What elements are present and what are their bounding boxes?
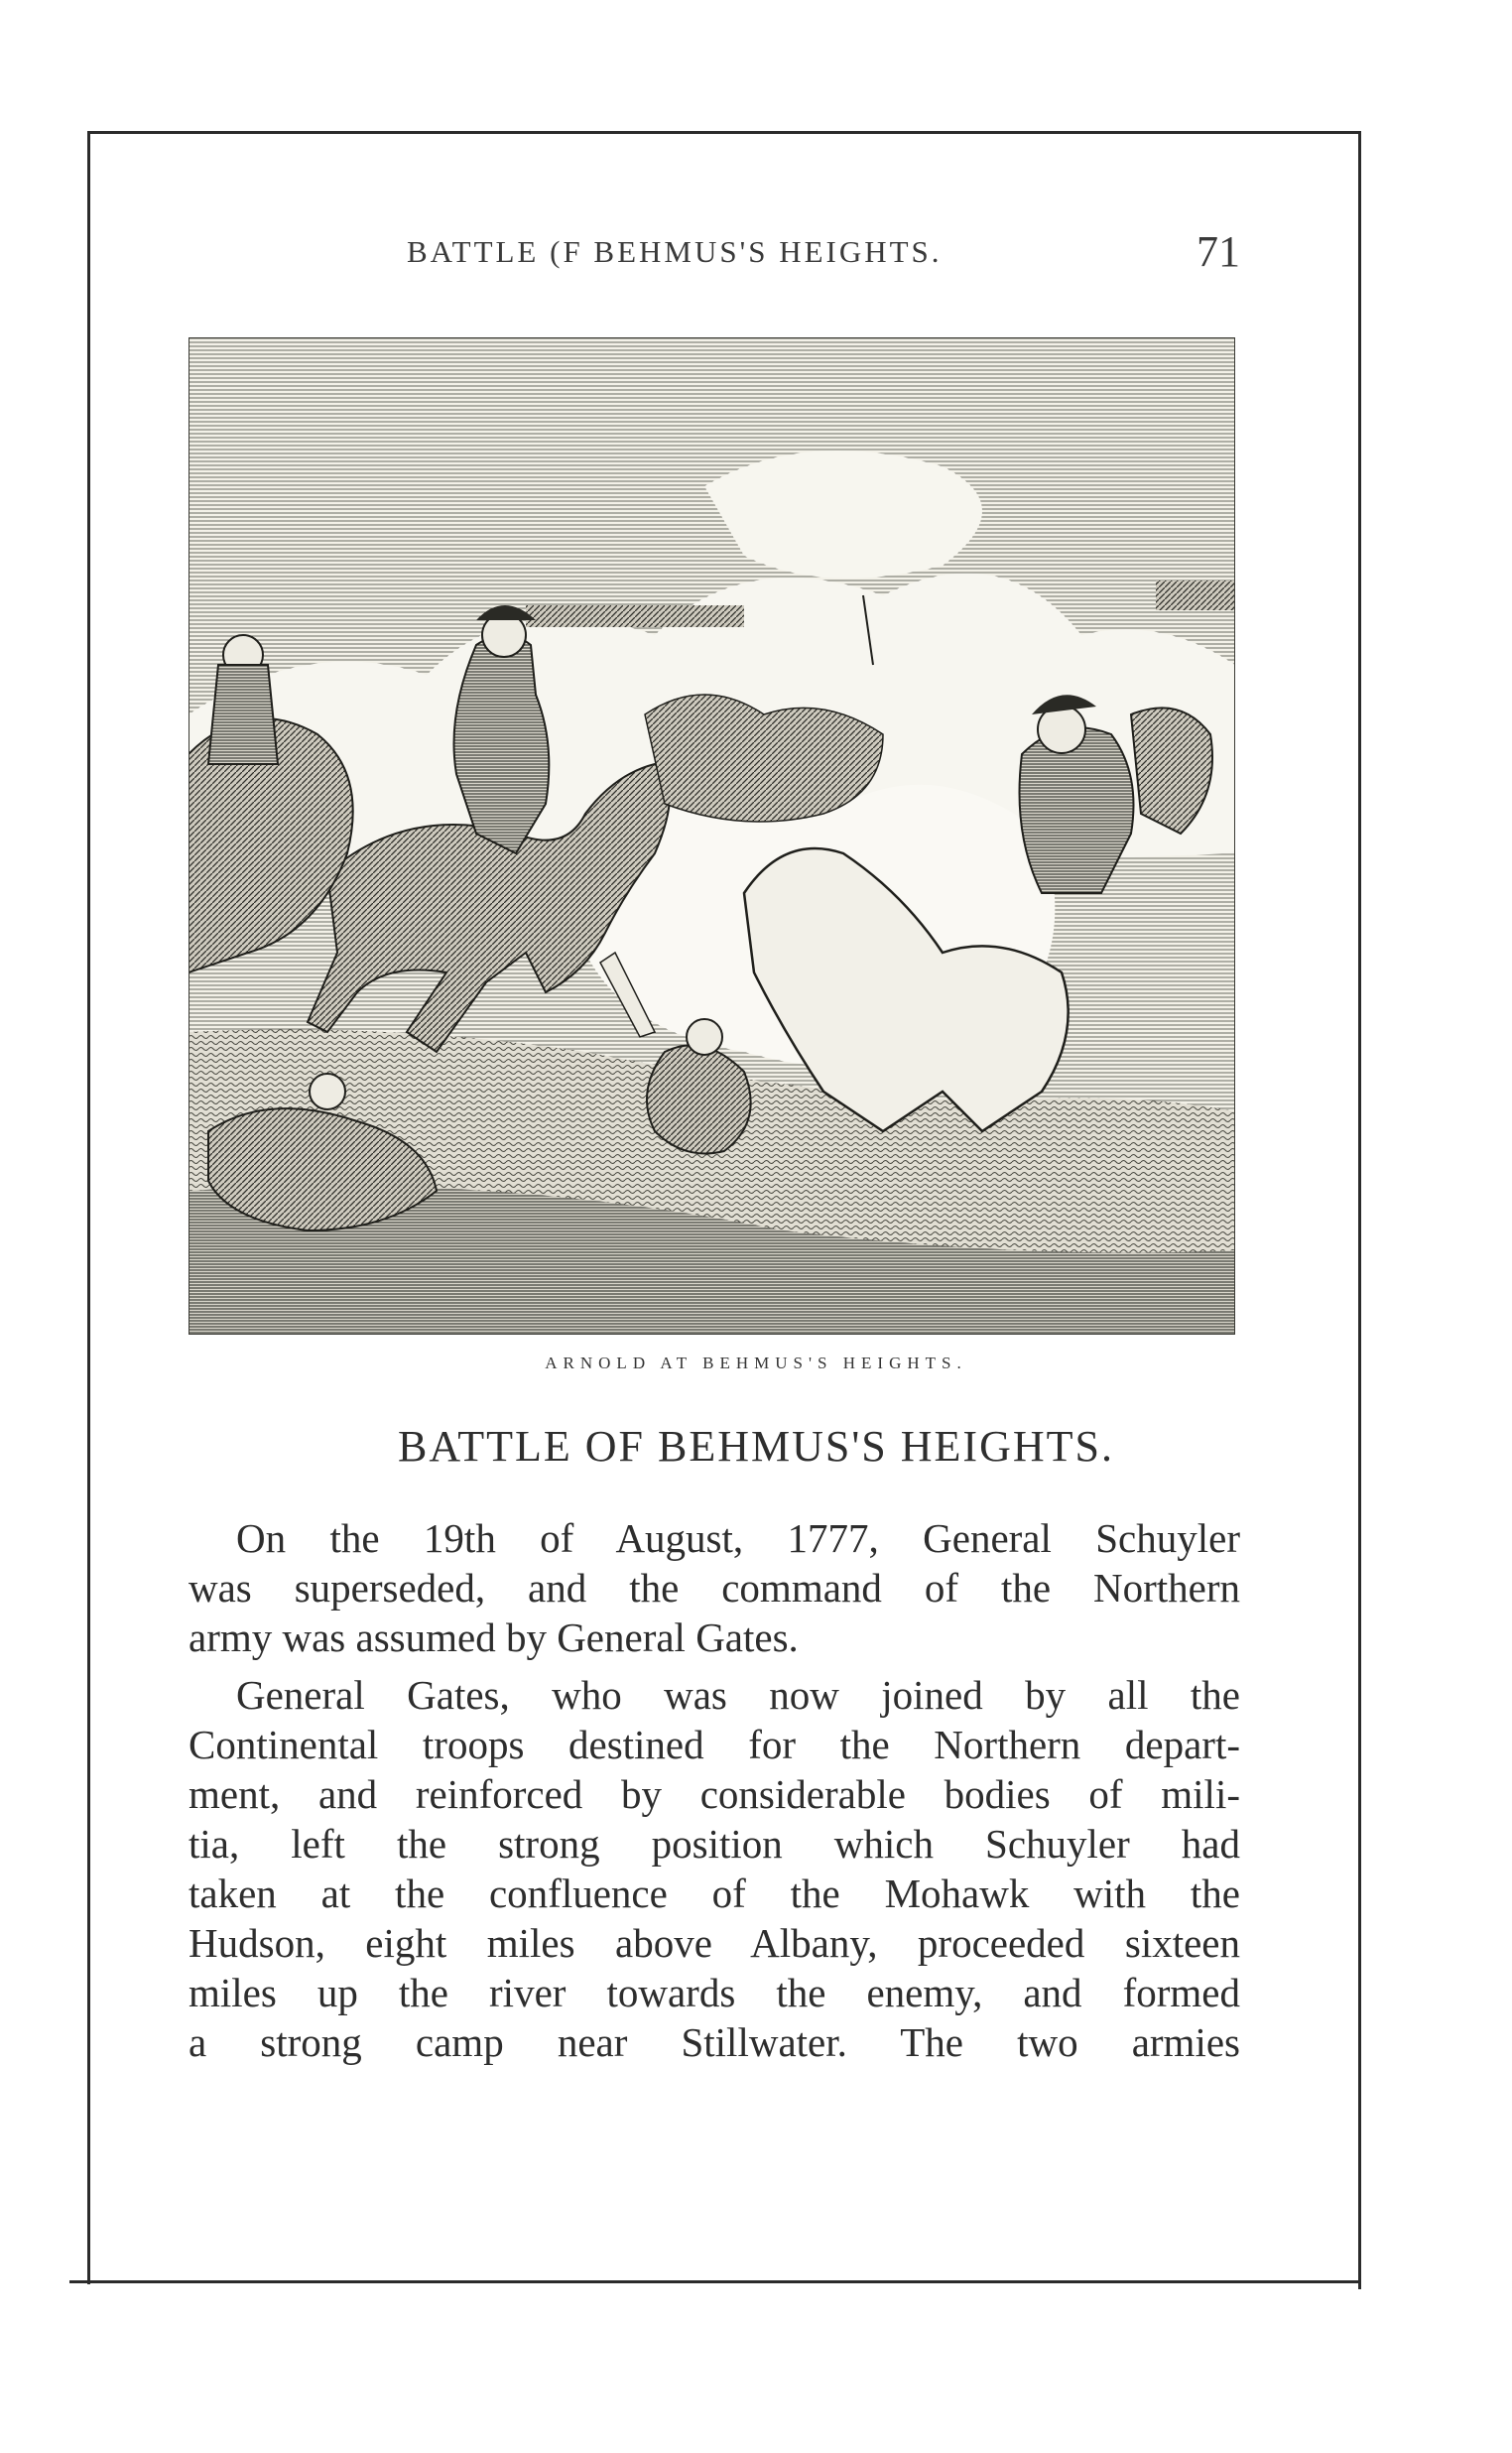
page-number: 71 bbox=[1197, 227, 1240, 276]
paragraph2-line-2: Continental troops destined for the Northern depart- bbox=[189, 1722, 1240, 1767]
section-title: BATTLE OF BEHMUS'S HEIGHTS. bbox=[398, 1422, 1114, 1471]
paragraph2-line-5: taken at the confluence of the Mohawk with the bbox=[189, 1871, 1240, 1916]
paragraph1-line-2: was superseded, and the command of the Northern bbox=[189, 1565, 1240, 1611]
paragraph1-line-3: army was assumed by General Gates. bbox=[189, 1614, 799, 1660]
frame-right-line bbox=[1358, 131, 1361, 2289]
frame-bottom-line bbox=[69, 2280, 1361, 2283]
frame-top-line bbox=[87, 131, 1361, 134]
battle-engraving-illustration bbox=[189, 337, 1235, 1335]
body-text bbox=[189, 1513, 1240, 2067]
page-header bbox=[189, 227, 1260, 290]
paragraph2-line-3: ment, and reinforced by considerable bodies of mili- bbox=[189, 1771, 1240, 1817]
illustration-caption: ARNOLD AT BEHMUS'S HEIGHTS. bbox=[545, 1354, 967, 1372]
paragraph2-line-4: tia, left the strong position which Schuyler had bbox=[189, 1821, 1240, 1867]
paragraph2-line-7: miles up the river towards the enemy, and formed bbox=[189, 1970, 1240, 2015]
paragraph2-line-1: General Gates, who was now joined by all the bbox=[236, 1672, 1240, 1718]
engraving-drawing bbox=[189, 337, 1235, 1335]
paragraph2-line-8: a strong camp near Stillwater. The two armies bbox=[189, 2019, 1240, 2065]
paragraph2-line-6: Hudson, eight miles above Albany, proceeded sixteen bbox=[189, 1920, 1240, 1966]
frame-left-line bbox=[87, 131, 90, 2284]
running-head: BATTLE (F BEHMUS'S HEIGHTS. bbox=[407, 234, 943, 269]
paragraph1-line-1: On the 19th of August, 1777, General Schuyler bbox=[236, 1515, 1240, 1561]
